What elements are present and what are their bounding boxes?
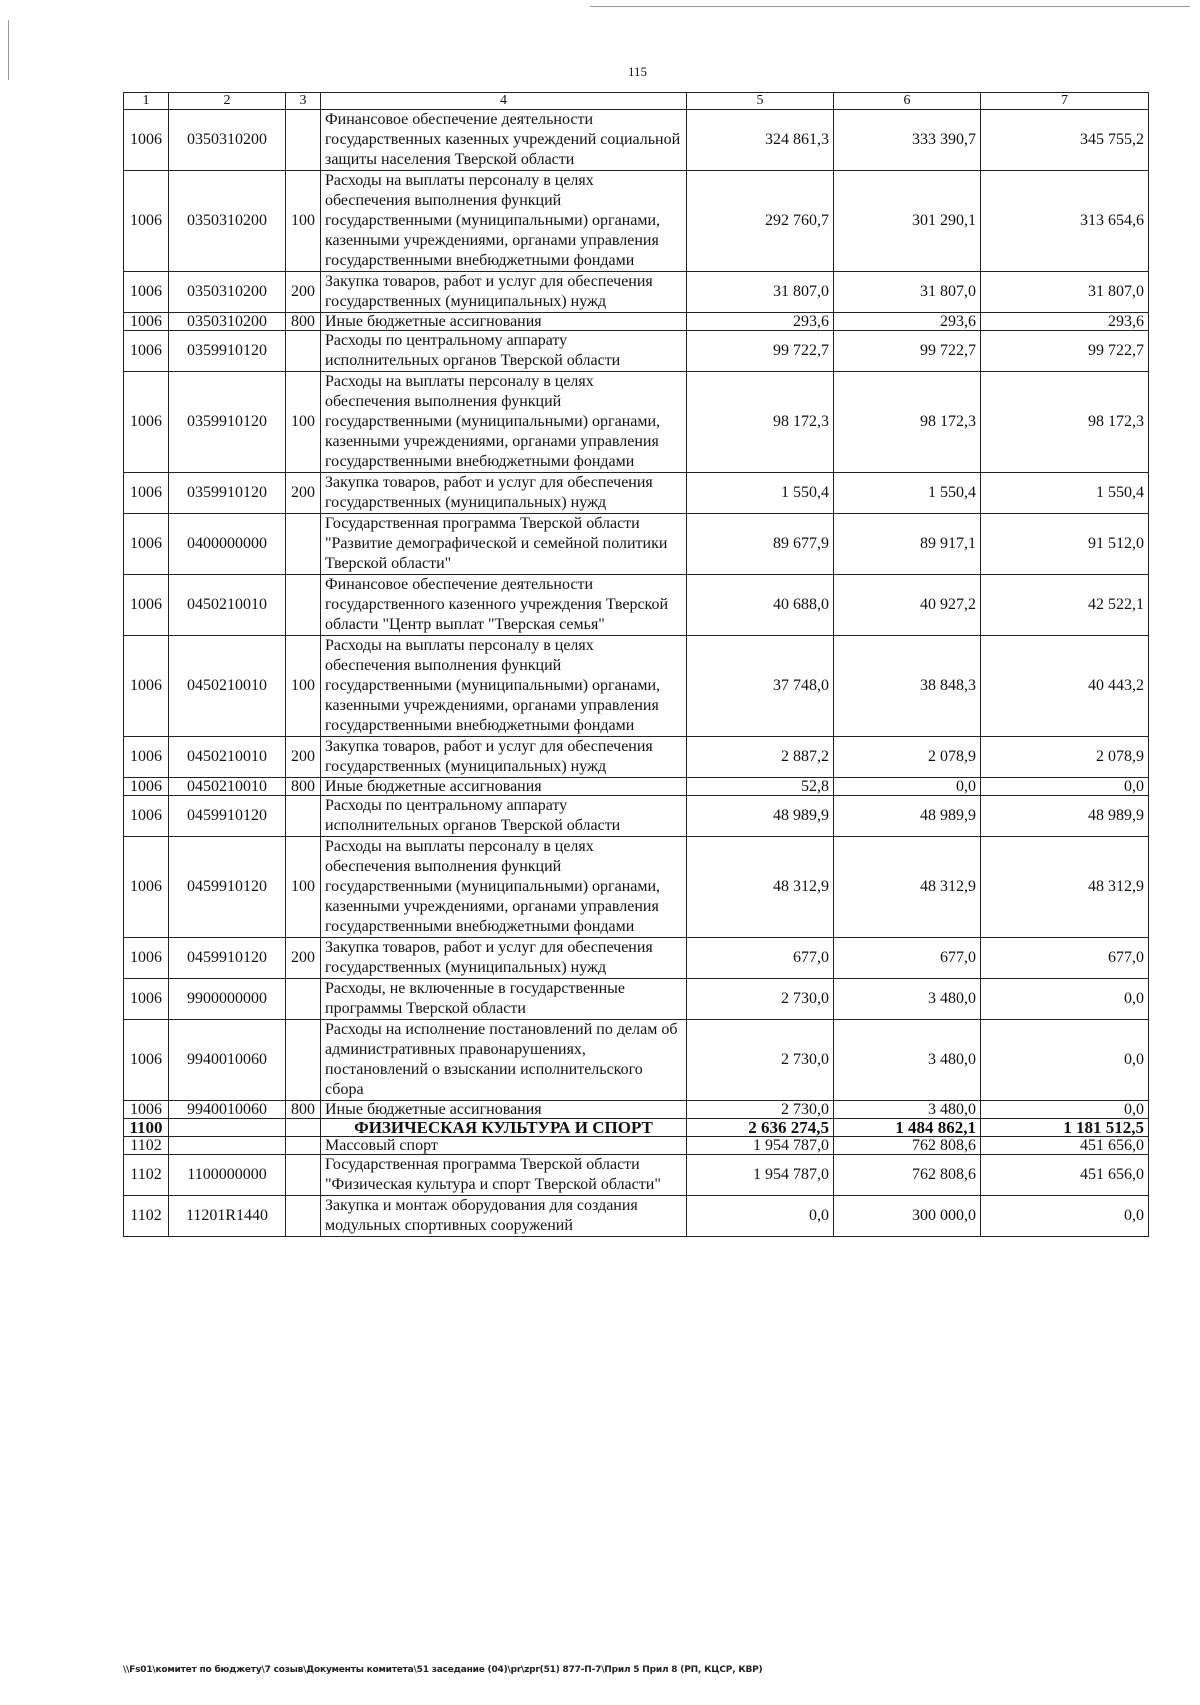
amount-year3-cell: 0,0 [981, 1101, 1149, 1119]
amount-year3-cell: 0,0 [981, 778, 1149, 796]
expense-type-cell [286, 110, 321, 171]
expense-type-cell: 100 [286, 636, 321, 737]
expense-type-cell [286, 1196, 321, 1237]
column-header: 3 [286, 93, 321, 110]
target-article-cell: 0459910120 [169, 938, 286, 979]
table-row [124, 171, 1149, 272]
amount-year2-cell: 762 808,6 [834, 1155, 981, 1196]
amount-year1-cell: 1 954 787,0 [687, 1155, 834, 1196]
section-code-cell: 1006 [124, 473, 169, 514]
section-code-cell: 1006 [124, 1020, 169, 1101]
target-article-cell: 0450210010 [169, 575, 286, 636]
amount-year3-cell: 0,0 [981, 1020, 1149, 1101]
amount-year3-cell: 1 550,4 [981, 473, 1149, 514]
amount-year2-cell: 40 927,2 [834, 575, 981, 636]
column-header: 4 [321, 93, 687, 110]
amount-year2-cell: 333 390,7 [834, 110, 981, 171]
column-header: 7 [981, 93, 1149, 110]
target-article-cell: 0359910120 [169, 473, 286, 514]
target-article-cell: 0350310200 [169, 313, 286, 331]
table-row [124, 372, 1149, 473]
amount-year1-cell: 1 954 787,0 [687, 1137, 834, 1155]
expense-type-cell [286, 796, 321, 837]
amount-year2-cell: 31 807,0 [834, 272, 981, 313]
expense-type-cell: 200 [286, 473, 321, 514]
target-article-cell: 9900000000 [169, 979, 286, 1020]
amount-year1-cell: 2 636 274,5 [687, 1119, 834, 1137]
amount-year3-cell: 98 172,3 [981, 372, 1149, 473]
column-number-row [124, 93, 1149, 110]
item-name-cell: Расходы на исполнение постановлений по делам об административных правонарушениях, постановлений о взыскании исполнительского сбора [321, 1020, 687, 1101]
table-row [124, 636, 1149, 737]
amount-year2-cell: 1 550,4 [834, 473, 981, 514]
expense-type-cell: 200 [286, 737, 321, 778]
amount-year2-cell: 300 000,0 [834, 1196, 981, 1237]
table-row [124, 331, 1149, 372]
item-name-cell: Расходы по центральному аппарату исполнительных органов Тверской области [321, 796, 687, 837]
target-article-cell: 0350310200 [169, 272, 286, 313]
amount-year2-cell: 3 480,0 [834, 1020, 981, 1101]
target-article-cell: 0459910120 [169, 796, 286, 837]
expense-type-cell [286, 979, 321, 1020]
expense-type-cell: 800 [286, 778, 321, 796]
table-row [124, 272, 1149, 313]
table-row [124, 1020, 1149, 1101]
section-code-cell: 1006 [124, 272, 169, 313]
table-row [124, 979, 1149, 1020]
target-article-cell: 0450210010 [169, 778, 286, 796]
table-row [124, 837, 1149, 938]
amount-year3-cell: 0,0 [981, 979, 1149, 1020]
section-code-cell: 1102 [124, 1137, 169, 1155]
target-article-cell: 0350310200 [169, 171, 286, 272]
section-code-cell: 1006 [124, 796, 169, 837]
section-code-cell: 1006 [124, 171, 169, 272]
amount-year1-cell: 324 861,3 [687, 110, 834, 171]
target-article-cell: 0459910120 [169, 837, 286, 938]
target-article-cell: 11201R1440 [169, 1196, 286, 1237]
table-body [124, 110, 1149, 1237]
file-path-footer: \\Fs01\комитет по бюджету\7 созыв\Документы комитета\51 заседание (04)\pr\zpr(51) 877-П-7\Прил 5 Прил 8 (РП, КЦСР, КВР) [123, 1665, 763, 1675]
item-name-cell: Расходы на выплаты персоналу в целях обеспечения выполнения функций государственными (муниципальными) органами, казенными учреждениями, органами управления государственными внебюджетными фондами [321, 837, 687, 938]
table-row [124, 1155, 1149, 1196]
amount-year1-cell: 52,8 [687, 778, 834, 796]
amount-year2-cell: 762 808,6 [834, 1137, 981, 1155]
amount-year3-cell: 48 312,9 [981, 837, 1149, 938]
item-name-cell: Расходы на выплаты персоналу в целях обеспечения выполнения функций государственными (муниципальными) органами, казенными учреждениями, органами управления государственными внебюджетными фондами [321, 171, 687, 272]
page-number: 115 [627, 64, 648, 79]
section-code-cell: 1102 [124, 1196, 169, 1237]
item-name-cell: Закупка и монтаж оборудования для создания модульных спортивных сооружений [321, 1196, 687, 1237]
table-row [124, 1119, 1149, 1137]
amount-year2-cell: 301 290,1 [834, 171, 981, 272]
section-code-cell: 1006 [124, 636, 169, 737]
expense-type-cell: 800 [286, 313, 321, 331]
amount-year1-cell: 293,6 [687, 313, 834, 331]
section-code-cell: 1006 [124, 979, 169, 1020]
amount-year3-cell: 40 443,2 [981, 636, 1149, 737]
target-article-cell: 9940010060 [169, 1020, 286, 1101]
amount-year2-cell: 293,6 [834, 313, 981, 331]
amount-year1-cell: 89 677,9 [687, 514, 834, 575]
section-code-cell: 1006 [124, 372, 169, 473]
target-article-cell: 1100000000 [169, 1155, 286, 1196]
column-header: 2 [169, 93, 286, 110]
item-name-cell: Массовый спорт [321, 1137, 687, 1155]
amount-year2-cell: 3 480,0 [834, 979, 981, 1020]
expense-type-cell: 100 [286, 372, 321, 473]
amount-year3-cell: 91 512,0 [981, 514, 1149, 575]
amount-year2-cell: 1 484 862,1 [834, 1119, 981, 1137]
expense-type-cell: 100 [286, 837, 321, 938]
amount-year2-cell: 2 078,9 [834, 737, 981, 778]
item-name-cell: Расходы, не включенные в государственные программы Тверской области [321, 979, 687, 1020]
amount-year1-cell: 48 989,9 [687, 796, 834, 837]
amount-year2-cell: 48 989,9 [834, 796, 981, 837]
expense-type-cell: 800 [286, 1101, 321, 1119]
amount-year1-cell: 48 312,9 [687, 837, 834, 938]
expense-type-cell: 200 [286, 938, 321, 979]
amount-year1-cell: 99 722,7 [687, 331, 834, 372]
amount-year1-cell: 0,0 [687, 1196, 834, 1237]
amount-year2-cell: 98 172,3 [834, 372, 981, 473]
amount-year2-cell: 89 917,1 [834, 514, 981, 575]
item-name-cell: Закупка товаров, работ и услуг для обеспечения государственных (муниципальных) нужд [321, 737, 687, 778]
expense-type-cell [286, 514, 321, 575]
amount-year1-cell: 292 760,7 [687, 171, 834, 272]
amount-year2-cell: 677,0 [834, 938, 981, 979]
item-name-cell: Расходы по центральному аппарату исполнительных органов Тверской области [321, 331, 687, 372]
amount-year3-cell: 2 078,9 [981, 737, 1149, 778]
expense-type-cell: 200 [286, 272, 321, 313]
table-row [124, 514, 1149, 575]
target-article-cell: 0350310200 [169, 110, 286, 171]
budget-table [123, 92, 1149, 1237]
item-name-cell: Государственная программа Тверской области "Развитие демографической и семейной политики Тверской области" [321, 514, 687, 575]
item-name-cell: Расходы на выплаты персоналу в целях обеспечения выполнения функций государственными (муниципальными) органами, казенными учреждениями, органами управления государственными внебюджетными фондами [321, 636, 687, 737]
section-code-cell: 1006 [124, 737, 169, 778]
expense-type-cell: 100 [286, 171, 321, 272]
amount-year2-cell: 0,0 [834, 778, 981, 796]
amount-year2-cell: 99 722,7 [834, 331, 981, 372]
amount-year3-cell: 345 755,2 [981, 110, 1149, 171]
table-row [124, 778, 1149, 796]
column-header: 6 [834, 93, 981, 110]
amount-year3-cell: 1 181 512,5 [981, 1119, 1149, 1137]
expense-type-cell [286, 1155, 321, 1196]
target-article-cell: 0400000000 [169, 514, 286, 575]
amount-year2-cell: 3 480,0 [834, 1101, 981, 1119]
expense-type-cell [286, 1137, 321, 1155]
amount-year1-cell: 2 887,2 [687, 737, 834, 778]
item-name-cell: Иные бюджетные ассигнования [321, 778, 687, 796]
table-row [124, 110, 1149, 171]
amount-year3-cell: 99 722,7 [981, 331, 1149, 372]
amount-year1-cell: 2 730,0 [687, 1101, 834, 1119]
target-article-cell [169, 1137, 286, 1155]
amount-year3-cell: 451 656,0 [981, 1137, 1149, 1155]
amount-year1-cell: 1 550,4 [687, 473, 834, 514]
expense-type-cell [286, 1020, 321, 1101]
amount-year1-cell: 98 172,3 [687, 372, 834, 473]
amount-year1-cell: 677,0 [687, 938, 834, 979]
column-header: 5 [687, 93, 834, 110]
amount-year3-cell: 0,0 [981, 1196, 1149, 1237]
item-name-cell: Иные бюджетные ассигнования [321, 313, 687, 331]
table-row [124, 1137, 1149, 1155]
column-header: 1 [124, 93, 169, 110]
table-row [124, 1101, 1149, 1119]
item-name-cell: Закупка товаров, работ и услуг для обеспечения государственных (муниципальных) нужд [321, 272, 687, 313]
table-row [124, 938, 1149, 979]
target-article-cell: 0359910120 [169, 372, 286, 473]
item-name-cell: Иные бюджетные ассигнования [321, 1101, 687, 1119]
section-code-cell: 1102 [124, 1155, 169, 1196]
table-row [124, 575, 1149, 636]
section-code-cell: 1006 [124, 514, 169, 575]
expense-type-cell [286, 1119, 321, 1137]
amount-year1-cell: 2 730,0 [687, 1020, 834, 1101]
target-article-cell: 9940010060 [169, 1101, 286, 1119]
item-name-cell: Финансовое обеспечение деятельности государственных казенных учреждений социальной защиты населения Тверской области [321, 110, 687, 171]
amount-year3-cell: 48 989,9 [981, 796, 1149, 837]
item-name-cell: Закупка товаров, работ и услуг для обеспечения государственных (муниципальных) нужд [321, 938, 687, 979]
amount-year1-cell: 40 688,0 [687, 575, 834, 636]
amount-year1-cell: 2 730,0 [687, 979, 834, 1020]
section-code-cell: 1006 [124, 938, 169, 979]
amount-year3-cell: 677,0 [981, 938, 1149, 979]
target-article-cell: 0450210010 [169, 737, 286, 778]
table-row [124, 473, 1149, 514]
table-row [124, 1196, 1149, 1237]
target-article-cell [169, 1119, 286, 1137]
expense-type-cell [286, 331, 321, 372]
amount-year3-cell: 31 807,0 [981, 272, 1149, 313]
target-article-cell: 0450210010 [169, 636, 286, 737]
expense-type-cell [286, 575, 321, 636]
item-name-cell: Расходы на выплаты персоналу в целях обеспечения выполнения функций государственными (муниципальными) органами, казенными учреждениями, органами управления государственными внебюджетными фондами [321, 372, 687, 473]
item-name-cell: Финансовое обеспечение деятельности государственного казенного учреждения Тверской области "Центр выплат "Тверская семья" [321, 575, 687, 636]
amount-year2-cell: 38 848,3 [834, 636, 981, 737]
item-name-cell: Закупка товаров, работ и услуг для обеспечения государственных (муниципальных) нужд [321, 473, 687, 514]
amount-year3-cell: 451 656,0 [981, 1155, 1149, 1196]
table-row [124, 313, 1149, 331]
amount-year1-cell: 31 807,0 [687, 272, 834, 313]
amount-year3-cell: 293,6 [981, 313, 1149, 331]
section-code-cell: 1006 [124, 110, 169, 171]
table-row [124, 737, 1149, 778]
target-article-cell: 0359910120 [169, 331, 286, 372]
amount-year3-cell: 313 654,6 [981, 171, 1149, 272]
item-name-cell: ФИЗИЧЕСКАЯ КУЛЬТУРА И СПОРТ [321, 1119, 687, 1137]
amount-year2-cell: 48 312,9 [834, 837, 981, 938]
section-code-cell: 1100 [124, 1119, 169, 1137]
item-name-cell: Государственная программа Тверской области "Физическая культура и спорт Тверской области" [321, 1155, 687, 1196]
section-code-cell: 1006 [124, 778, 169, 796]
section-code-cell: 1006 [124, 575, 169, 636]
table-row [124, 796, 1149, 837]
section-code-cell: 1006 [124, 1101, 169, 1119]
amount-year3-cell: 42 522,1 [981, 575, 1149, 636]
section-code-cell: 1006 [124, 837, 169, 938]
section-code-cell: 1006 [124, 331, 169, 372]
amount-year1-cell: 37 748,0 [687, 636, 834, 737]
section-code-cell: 1006 [124, 313, 169, 331]
